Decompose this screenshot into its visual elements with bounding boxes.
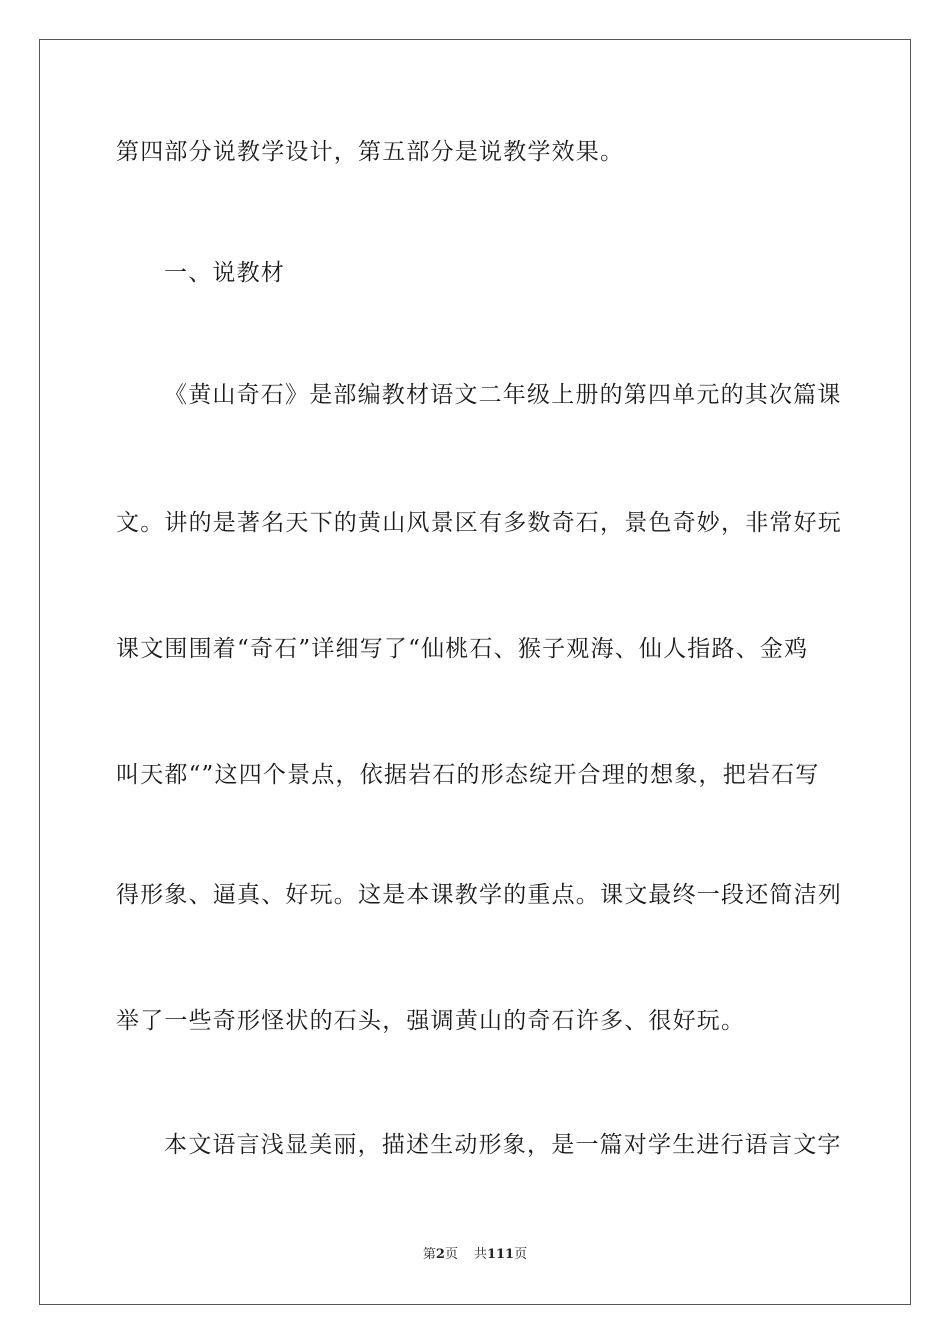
total-pages: 111 <box>486 1247 515 1262</box>
body-line-4: 文。讲的是著名天下的黄山风景区有多数奇石，景色奇妙，非常好玩 <box>116 510 842 536</box>
body-line-3: 《黄山奇石》是部编教材语文二年级上册的第四单元的其次篇课 <box>164 382 842 408</box>
total-suffix: 页 <box>514 1247 528 1262</box>
body-line-8: 举了一些奇形怪状的石头，强调黄山的奇石许多、很好玩。 <box>116 1008 746 1034</box>
total-prefix: 共 <box>473 1247 487 1262</box>
page-border <box>39 39 911 1305</box>
page-prefix: 第 <box>422 1247 436 1262</box>
section-heading: 一、说教材 <box>164 260 285 286</box>
body-line-5: 课文围围着“奇石”详细写了“仙桃石、猴子观海、仙人指路、金鸡 <box>116 636 809 662</box>
body-line-6: 叫天都“”这四个景点，依据岩石的形态绽开合理的想象，把岩石写 <box>116 762 820 788</box>
body-line-7: 得形象、逼真、好玩。这是本课教学的重点。课文最终一段还简洁列 <box>116 882 842 908</box>
body-line-9: 本文语言浅显美丽，描述生动形象，是一篇对学生进行语言文字 <box>164 1132 842 1158</box>
page-number: 2 <box>435 1247 445 1262</box>
page-suffix: 页 <box>444 1247 458 1262</box>
page-footer <box>0 1246 950 1264</box>
body-line-1: 第四部分说教学设计，第五部分是说教学效果。 <box>116 139 625 165</box>
